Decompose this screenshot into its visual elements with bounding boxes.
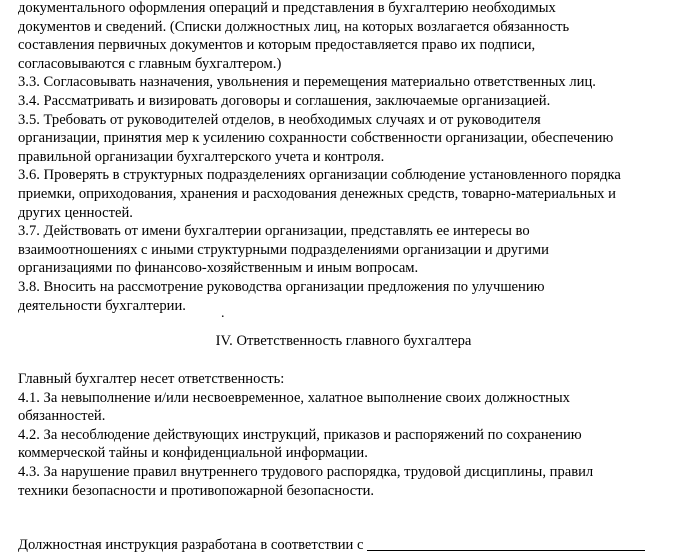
clause-3-8: 3.8. Вносить на рассмотрение руководства организации предложения по улучшению — [18, 278, 545, 295]
fill-in-blank[interactable] — [367, 536, 645, 551]
text-line: правильной организации бухгалтерского учета и контроля. — [18, 148, 385, 165]
footer-text: Должностная инструкция разработана в соответствии с — [18, 537, 364, 553]
text-line: коммерческой тайны и конфиденциальной информации. — [18, 445, 368, 462]
upper-text-block — [18, 0, 683, 315]
text-line: взаимоотношениях с иными структурными подразделениями организации и другими — [18, 241, 549, 258]
text-line: деятельности бухгалтерии. — [18, 297, 186, 314]
text-line: организациями по финансово-хозяйственным и иным вопросам. — [18, 260, 419, 277]
clause-3-7: 3.7. Действовать от имени бухгалтерии организации, представлять ее интересы во — [18, 223, 530, 240]
section-heading: IV. Ответственность главного бухгалтера — [215, 333, 472, 349]
clause-3-3: 3.3. Согласовывать назначения, увольнения и перемещения материально ответственных лиц. — [18, 74, 596, 91]
clause-3-5: 3.5. Требовать от руководителей отделов, в необходимых случаях и от руководителя — [18, 111, 541, 128]
text-line: приемки, оприходования, хранения и расходования денежных средств, товарно-материальных и — [18, 185, 616, 202]
text-line: организации, принятия мер к усилению сохранности собственности организации, обеспечению — [18, 130, 614, 147]
stray-dot: . — [221, 306, 225, 321]
clause-4-1: 4.1. За невыполнение и/или несвоевременное, халатное выполнение своих должностных — [18, 389, 570, 406]
clause-3-6: 3.6. Проверять в структурных подразделениях организации соблюдение установленного порядка — [18, 167, 621, 184]
clause-3-4: 3.4. Рассматривать и визировать договоры и соглашения, заключаемые организацией. — [18, 92, 551, 109]
text-line: составления первичных документов и которым предоставляется право их подписи, — [18, 37, 536, 54]
text-line: документального оформления операций и представления в бухгалтерию необходимых — [18, 0, 556, 16]
text-line: согласовываются с главным бухгалтером.) — [18, 55, 282, 72]
clause-4-3: 4.3. За нарушение правил внутреннего трудового распорядка, трудовой дисциплины, правил — [18, 463, 594, 480]
responsibility-intro: Главный бухгалтер несет ответственность: — [18, 371, 285, 387]
clause-4-2: 4.2. За несоблюдение действующих инструкций, приказов и распоряжений по сохранению — [18, 426, 582, 443]
text-line: техники безопасности и противопожарной безопасности. — [18, 482, 375, 499]
text-line: других ценностей. — [18, 204, 133, 221]
text-line: документов и сведений. (Списки должностных лиц, на которых возлагается обязанность — [18, 18, 570, 35]
responsibility-block — [18, 370, 683, 500]
text-line: обязанностей. — [18, 408, 106, 425]
footer-line — [18, 536, 645, 555]
